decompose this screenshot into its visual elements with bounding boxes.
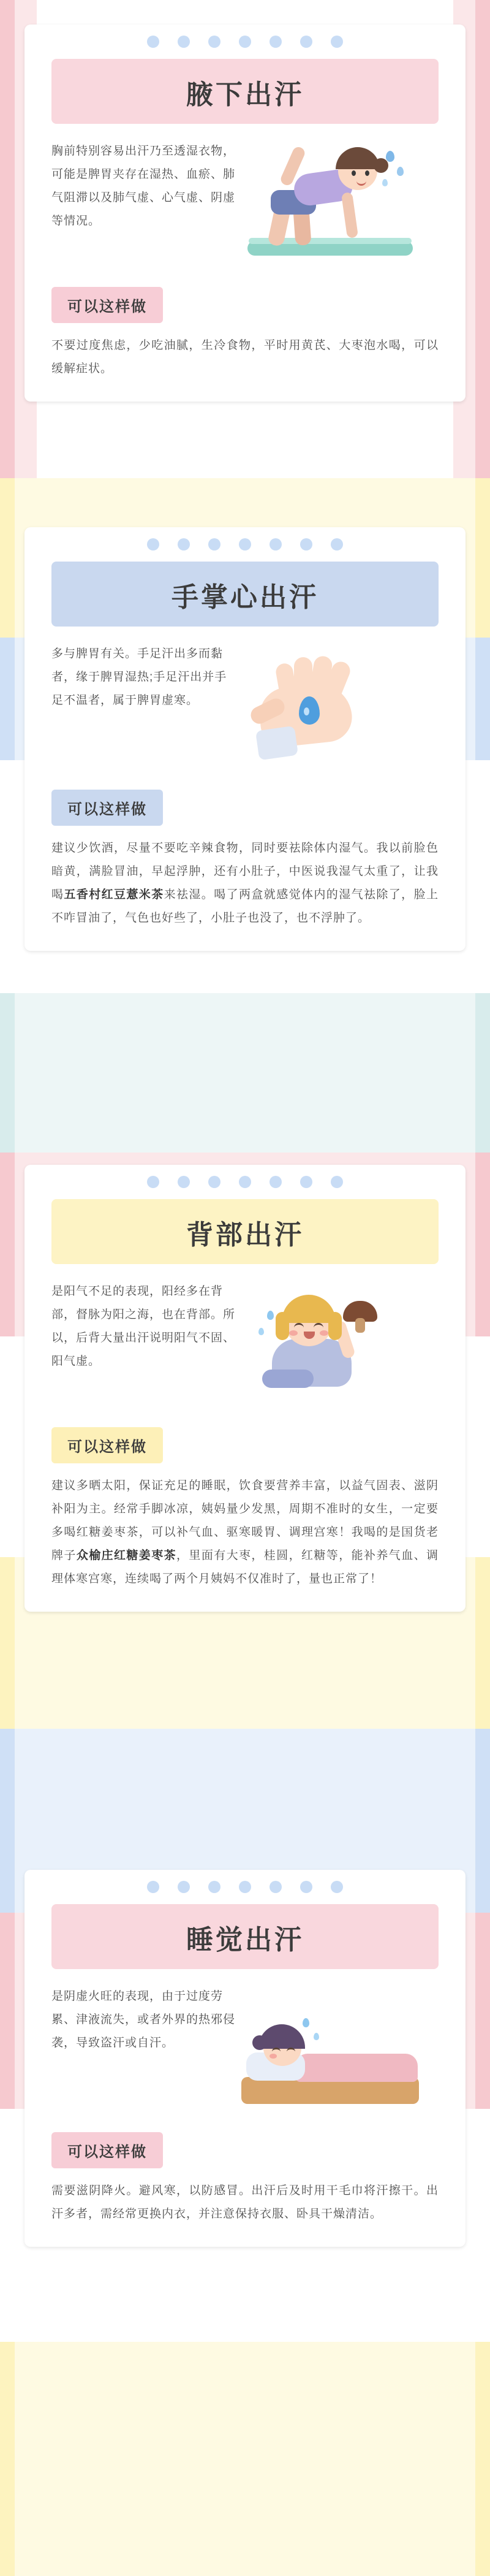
intro-text-underarm: 胸前特别容易出汗乃至透湿衣物，可能是脾胃夹存在湿热、血瘀、肺气阻滞以及肺气虚、心气虚、阴虚等情况。 — [51, 145, 236, 227]
howto-body-palm — [51, 837, 439, 930]
section-card-sleep — [24, 1870, 466, 2247]
section-card-underarm — [24, 25, 466, 402]
dot — [300, 538, 312, 551]
perforation-dots — [24, 1165, 466, 1199]
eye-shape — [365, 170, 369, 176]
dot — [147, 1176, 159, 1188]
dot — [208, 36, 221, 48]
intro-text-palm: 多与脾胃有关。手足汗出多而黏者，缘于脾胃湿热;手足汗出并手足不温者，属于脾胃虚寒。 — [51, 647, 227, 707]
leg-shape — [262, 1370, 314, 1388]
dot — [178, 36, 190, 48]
sweat-drop-icon — [314, 2033, 319, 2040]
sweat-drop-icon — [382, 179, 388, 186]
hair-side-shape — [276, 1312, 289, 1340]
dot — [270, 538, 282, 551]
eye-shape — [352, 170, 356, 176]
intro-block-underarm — [51, 140, 439, 269]
howto-body-back — [51, 1474, 439, 1591]
intro-text-back: 是阳气不足的表现，阳经多在背部，督脉为阳之海，也在背部。所以，后背大量出汗说明阳气不固、阳气虚。 — [51, 1285, 236, 1368]
howto-text-part: 来祛湿。喝了两盒就感觉体内的湿气祛除了，脸上不咋冒油了，气色也好些了，小肚子也没了，也不浮肿了。 — [51, 888, 439, 924]
howto-body-sleep: 需要滋阴降火。避风寒，以防感冒。出汗后及时用干毛巾将汗擦干。出汗多者，需经常更换内衣，并注意保持衣服、卧具干燥清洁。 — [51, 2184, 439, 2220]
dot — [178, 1176, 190, 1188]
intro-block-sleep — [51, 1985, 439, 2114]
dot — [178, 538, 190, 551]
intro-text-sleep: 是阴虚火旺的表现，由于过度劳累、津液流失，或者外界的热邪侵袭，导致盗汗或自汗。 — [51, 1990, 236, 2049]
dot — [331, 1176, 343, 1188]
sweat-drop-icon — [397, 167, 404, 176]
dot — [270, 1176, 282, 1188]
illustration-hand-with-drop — [235, 642, 439, 771]
howto-label-back: 可以这样做 — [51, 1427, 163, 1463]
hair-side-shape — [328, 1312, 342, 1340]
sweat-drop-icon — [258, 1328, 264, 1335]
section-card-palm — [24, 527, 466, 951]
cheek-shape — [320, 1330, 328, 1336]
howto-highlight-product: 五香村红豆薏米茶 — [64, 888, 164, 901]
cheek-shape — [270, 2054, 277, 2059]
eye-shape — [287, 2048, 295, 2054]
section-card-back — [24, 1165, 466, 1612]
dot — [147, 36, 159, 48]
sleeve-shape — [255, 726, 298, 760]
perforation-dots — [24, 527, 466, 562]
dot — [270, 36, 282, 48]
dot — [239, 1881, 251, 1893]
mushroom-stem-shape — [355, 1318, 365, 1333]
howto-body-underarm: 不要过度焦虑，少吃油腻，生冷食物，平时用黄芪、大枣泡水喝，可以缓解症状。 — [51, 339, 439, 375]
dot — [331, 36, 343, 48]
illustration-girl-sitting — [235, 1280, 439, 1409]
dot — [239, 1176, 251, 1188]
eye-shape — [272, 2048, 281, 2054]
dot — [270, 1881, 282, 1893]
howto-text-part: 建议少饮酒，尽量不要吃辛辣食物，同时要祛除体内湿气。我以前脸色暗黄，满脸冒油，早起浮肿，还有小肚子，中医说我湿气太重了，让我喝 — [51, 842, 439, 901]
hair-bun-shape — [374, 158, 388, 173]
sweat-drop-icon — [303, 2018, 309, 2027]
dot — [300, 1881, 312, 1893]
howto-label-palm: 可以这样做 — [51, 790, 163, 826]
howto-label-sleep: 可以这样做 — [51, 2132, 163, 2168]
howto-highlight-product: 众榆庄红糖姜枣茶 — [76, 1549, 177, 1562]
arm-shape — [341, 192, 358, 238]
perforation-dots — [24, 25, 466, 59]
water-drop-highlight — [304, 707, 309, 715]
eye-shape — [294, 1323, 304, 1330]
dot — [208, 538, 221, 551]
dot — [300, 1176, 312, 1188]
howto-label-underarm: 可以这样做 — [51, 287, 163, 323]
eye-shape — [314, 1323, 323, 1330]
dot — [331, 1881, 343, 1893]
section-title-back: 背部出汗 — [51, 1199, 439, 1264]
blanket-shape — [295, 2054, 418, 2082]
cheek-shape — [289, 1330, 298, 1336]
dot — [178, 1881, 190, 1893]
dot — [147, 538, 159, 551]
dot — [239, 538, 251, 551]
illustration-girl-stretching — [235, 140, 439, 269]
section-title-sleep: 睡觉出汗 — [51, 1904, 439, 1969]
hair-bun-shape — [252, 2035, 267, 2050]
perforation-dots — [24, 1870, 466, 1904]
howto-text-part: ，里面有大枣，桂圆，红糖等，能补养气血、调理体寒宫寒，连续喝了两个月姨妈不仅准时了，量也正常了！ — [51, 1549, 439, 1585]
dot — [147, 1881, 159, 1893]
dot — [208, 1176, 221, 1188]
dot — [239, 36, 251, 48]
section-title-palm: 手掌心出汗 — [51, 562, 439, 627]
section-title-underarm: 腋下出汗 — [51, 59, 439, 124]
dot — [331, 538, 343, 551]
illustration-girl-sleeping — [235, 1985, 439, 2114]
dot — [208, 1881, 221, 1893]
dot — [300, 36, 312, 48]
sweat-drop-icon — [267, 1311, 274, 1320]
howto-text-part: 建议多晒太阳，保证充足的睡眠，饮食要营养丰富，以益气固表、滋阴补阳为主。经常手脚冰凉，姨妈量少发黑，周期不准时的女生，一定要多喝红糖姜枣茶，可以补气血、驱寒暖胃、调理宫寒！我喝的是国货老牌子 — [51, 1479, 439, 1562]
intro-block-back — [51, 1280, 439, 1409]
hair-shape — [282, 1295, 336, 1323]
intro-block-palm — [51, 642, 439, 771]
sweat-drop-icon — [386, 151, 394, 162]
